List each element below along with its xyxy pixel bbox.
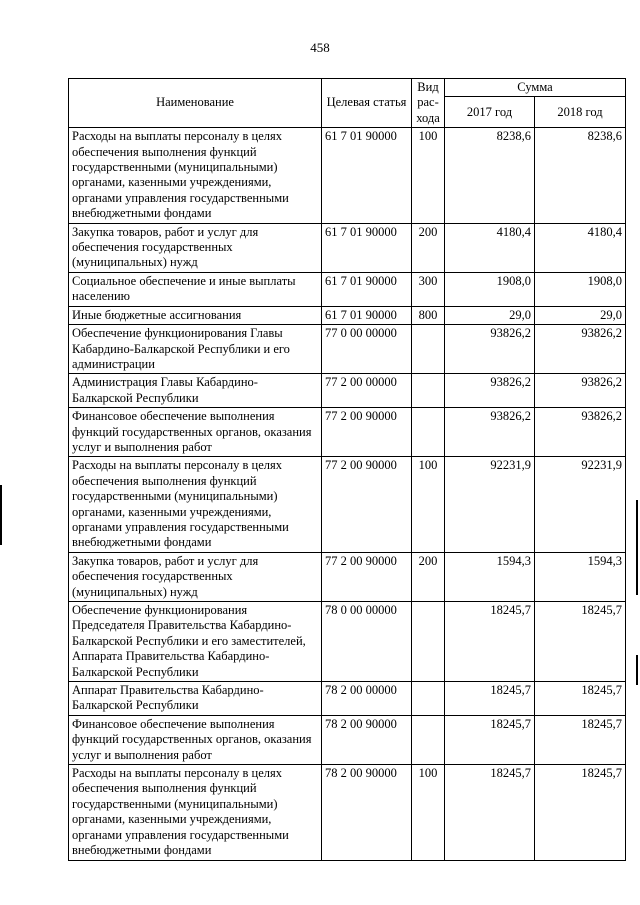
row-target-article: 61 7 01 90000 [322, 306, 412, 324]
row-target-article: 78 2 00 00000 [322, 682, 412, 716]
row-sum-2018: 18245,7 [535, 682, 626, 716]
row-sum-2018: 18245,7 [535, 715, 626, 764]
row-sum-2018: 8238,6 [535, 128, 626, 223]
row-name: Закупка товаров, работ и услуг для обеспечения государственных (муниципальных) нужд [69, 223, 322, 272]
table-row [69, 128, 626, 223]
row-sum-2018: 1908,0 [535, 272, 626, 306]
header-expense-type: Вид рас-хода [412, 79, 445, 128]
row-expense-type [412, 408, 445, 457]
row-name: Администрация Главы Кабардино-Балкарской Республики [69, 374, 322, 408]
header-name: Наименование [69, 79, 322, 128]
budget-table [68, 78, 626, 861]
table-row [69, 552, 626, 601]
table-row [69, 306, 626, 324]
row-name: Иные бюджетные ассигнования [69, 306, 322, 324]
row-expense-type: 200 [412, 223, 445, 272]
row-sum-2018: 93826,2 [535, 325, 626, 374]
row-sum-2017: 18245,7 [445, 765, 535, 860]
row-target-article: 78 2 00 90000 [322, 765, 412, 860]
table-row [69, 765, 626, 860]
table-row [69, 715, 626, 764]
row-name: Аппарат Правительства Кабардино-Балкарской Республики [69, 682, 322, 716]
page-number: 458 [310, 40, 330, 55]
row-expense-type: 300 [412, 272, 445, 306]
row-sum-2017: 8238,6 [445, 128, 535, 223]
row-target-article: 61 7 01 90000 [322, 272, 412, 306]
header-sum: Сумма [445, 79, 626, 97]
row-target-article: 77 2 00 90000 [322, 457, 412, 552]
row-sum-2017: 18245,7 [445, 715, 535, 764]
row-expense-type: 800 [412, 306, 445, 324]
row-target-article: 78 0 00 00000 [322, 602, 412, 682]
scan-edge-mark-left [0, 485, 2, 545]
header-year-2017: 2017 год [445, 97, 535, 128]
header-year-2018: 2018 год [535, 97, 626, 128]
row-target-article: 77 0 00 00000 [322, 325, 412, 374]
row-sum-2017: 92231,9 [445, 457, 535, 552]
row-expense-type: 100 [412, 457, 445, 552]
row-sum-2018: 29,0 [535, 306, 626, 324]
row-expense-type [412, 325, 445, 374]
row-sum-2017: 93826,2 [445, 408, 535, 457]
row-name: Финансовое обеспечение выполнения функций государственных органов, оказания услуг и выполнения работ [69, 408, 322, 457]
table-row [69, 272, 626, 306]
table-row [69, 602, 626, 682]
row-sum-2017: 93826,2 [445, 325, 535, 374]
row-target-article: 77 2 00 90000 [322, 408, 412, 457]
row-sum-2018: 92231,9 [535, 457, 626, 552]
row-name: Расходы на выплаты персоналу в целях обеспечения выполнения функций государственными (муниципальными) органами, казенными учреждениями, органами управления государственными внебюджетными фондами [69, 457, 322, 552]
table-row [69, 223, 626, 272]
row-name: Обеспечение функционирования Председателя Правительства Кабардино-Балкарской Республики и его заместителей, Аппарата Правительства Кабардино-Балкарской Республики [69, 602, 322, 682]
row-expense-type [412, 682, 445, 716]
row-expense-type: 200 [412, 552, 445, 601]
scan-edge-mark-right [636, 500, 638, 595]
row-target-article: 78 2 00 90000 [322, 715, 412, 764]
table-row [69, 408, 626, 457]
row-sum-2017: 29,0 [445, 306, 535, 324]
row-expense-type: 100 [412, 128, 445, 223]
row-expense-type [412, 602, 445, 682]
row-sum-2017: 1908,0 [445, 272, 535, 306]
row-sum-2017: 93826,2 [445, 374, 535, 408]
table-row [69, 457, 626, 552]
row-sum-2018: 4180,4 [535, 223, 626, 272]
row-target-article: 77 2 00 00000 [322, 374, 412, 408]
row-target-article: 77 2 00 90000 [322, 552, 412, 601]
table-row [69, 682, 626, 716]
row-expense-type [412, 715, 445, 764]
row-target-article: 61 7 01 90000 [322, 128, 412, 223]
row-name: Расходы на выплаты персоналу в целях обеспечения выполнения функций государственными (муниципальными) органами, казенными учреждениями, органами управления государственными внебюджетными фондами [69, 128, 322, 223]
row-sum-2017: 1594,3 [445, 552, 535, 601]
header-target-article: Целевая статья [322, 79, 412, 128]
row-sum-2018: 18245,7 [535, 602, 626, 682]
row-sum-2018: 18245,7 [535, 765, 626, 860]
row-sum-2018: 93826,2 [535, 374, 626, 408]
row-name: Социальное обеспечение и иные выплаты населению [69, 272, 322, 306]
row-name: Расходы на выплаты персоналу в целях обеспечения выполнения функций государственными (муниципальными) органами, казенными учреждениями, органами управления государственными внебюджетными фондами [69, 765, 322, 860]
scan-edge-mark-right-lower [636, 655, 638, 685]
row-expense-type: 100 [412, 765, 445, 860]
row-sum-2017: 18245,7 [445, 682, 535, 716]
row-expense-type [412, 374, 445, 408]
table-body [69, 128, 626, 860]
table-row [69, 374, 626, 408]
row-name: Обеспечение функционирования Главы Кабардино-Балкарской Республики и его администрации [69, 325, 322, 374]
row-name: Закупка товаров, работ и услуг для обеспечения государственных (муниципальных) нужд [69, 552, 322, 601]
row-name: Финансовое обеспечение выполнения функций государственных органов, оказания услуг и выполнения работ [69, 715, 322, 764]
table-row [69, 325, 626, 374]
row-sum-2017: 4180,4 [445, 223, 535, 272]
row-target-article: 61 7 01 90000 [322, 223, 412, 272]
row-sum-2017: 18245,7 [445, 602, 535, 682]
row-sum-2018: 1594,3 [535, 552, 626, 601]
row-sum-2018: 93826,2 [535, 408, 626, 457]
